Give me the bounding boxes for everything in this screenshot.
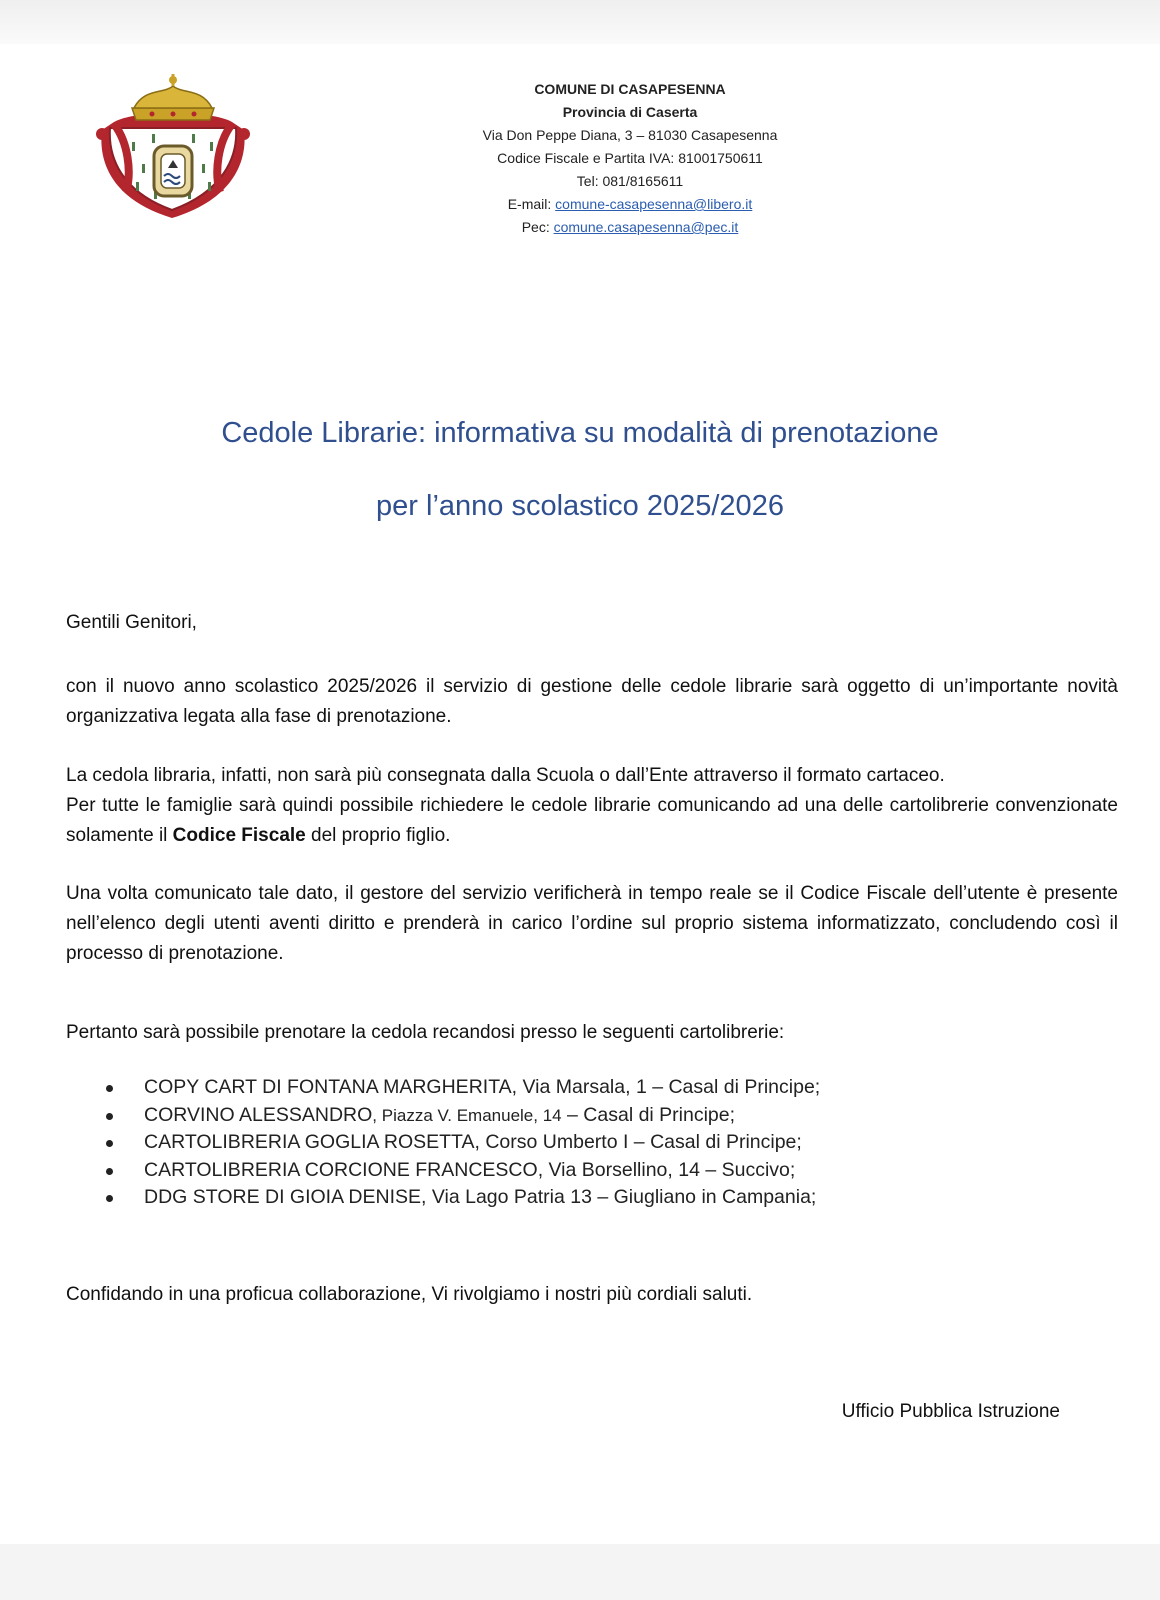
pec-line xyxy=(420,216,840,239)
email-label: E-mail: xyxy=(507,196,552,212)
document-title-line2: per l’anno scolastico 2025/2026 xyxy=(376,490,784,522)
municipality-name: COMUNE DI CASAPESENNA xyxy=(534,81,726,97)
shop-address: – Casal di Principe; xyxy=(561,1103,736,1126)
shop-address: , Via Borsellino, 14 – Succivo; xyxy=(537,1158,796,1181)
phone: Tel: 081/8165611 xyxy=(576,173,684,189)
province-name: Provincia di Caserta xyxy=(562,104,698,120)
paragraph-booking-line2 xyxy=(66,791,1118,851)
closing-paragraph: Confidando in una proficua collaborazione, Vi rivolgiamo i nostri più cordiali saluti. xyxy=(66,1284,753,1305)
booking-text-end: del proprio figlio. xyxy=(311,825,451,846)
list-item xyxy=(104,1102,1104,1130)
page-top-margin xyxy=(0,0,1160,44)
greeting: Gentili Genitori, xyxy=(66,612,197,633)
address: Via Don Peppe Diana, 3 – 81030 Casapesenna xyxy=(482,127,778,143)
pec-label: Pec: xyxy=(521,219,550,235)
shop-address: , Corso Umberto I – Casal di Principe; xyxy=(474,1131,802,1153)
pec-link[interactable]: comune.casapesenna@pec.it xyxy=(553,219,739,235)
shop-name: COPY CART DI FONTANA MARGHERITA xyxy=(144,1076,512,1098)
paragraph-booking-line1: La cedola libraria, infatti, non sarà più consegnata dalla Scuola o dall’Ente attraverso il formato cartaceo. xyxy=(66,765,945,786)
paragraph-intro: con il nuovo anno scolastico 2025/2026 il servizio di gestione delle cedole librarie sarà oggetto di un’importante novità organizzativa legata alla fase di prenotazione. xyxy=(66,676,1118,727)
list-item xyxy=(104,1157,1104,1185)
letterhead xyxy=(420,78,840,239)
document-title-line1: Cedole Librarie: informativa su modalità di prenotazione xyxy=(221,417,939,449)
list-item xyxy=(104,1074,1104,1102)
page-bottom-margin xyxy=(0,1544,1160,1600)
email-line xyxy=(420,193,840,216)
signature: Ufficio Pubblica Istruzione xyxy=(841,1401,1060,1422)
shop-address-small: , Piazza V. Emanuele, 14 xyxy=(372,1105,562,1125)
shop-name: CORVINO ALESSANDRO xyxy=(144,1103,373,1126)
codice-fiscale-bold: Codice Fiscale xyxy=(172,825,306,846)
shop-name: CARTOLIBRERIA CORCIONE FRANCESCO xyxy=(144,1158,538,1181)
booking-text: Per tutte le famiglie sarà quindi possibile richiedere le cedole librarie comunicando ad una delle cartolibrerie convenzionate solamente il xyxy=(66,795,1118,846)
tax-code: Codice Fiscale e Partita IVA: 81001750611 xyxy=(497,150,763,166)
shops-list xyxy=(104,1074,1104,1212)
paragraph-shops-intro: Pertanto sarà possibile prenotare la cedola recandosi presso le seguenti cartolibrerie: xyxy=(66,1022,785,1043)
shop-address: , Via Lago Patria 13 – Giugliano in Campania; xyxy=(421,1186,817,1208)
shop-address: , Via Marsala, 1 – Casal di Principe; xyxy=(511,1076,821,1098)
shop-name: CARTOLIBRERIA GOGLIA ROSETTA xyxy=(144,1131,475,1153)
paragraph-verification: Una volta comunicato tale dato, il gestore del servizio verificherà in tempo reale se il Codice Fiscale dell’utente è presente nell’elenco degli utenti aventi diritto e prenderà in carico l’ordine sul proprio sistema informatizzato, concludendo così il processo di prenotazione. xyxy=(66,883,1118,964)
list-item xyxy=(104,1129,1104,1157)
municipal-coat-of-arms-icon xyxy=(92,72,254,222)
paragraph-booking xyxy=(66,761,1118,851)
email-link[interactable]: comune-casapesenna@libero.it xyxy=(555,196,753,212)
shop-name: DDG STORE DI GIOIA DENISE xyxy=(144,1186,422,1208)
list-item xyxy=(104,1184,1104,1212)
